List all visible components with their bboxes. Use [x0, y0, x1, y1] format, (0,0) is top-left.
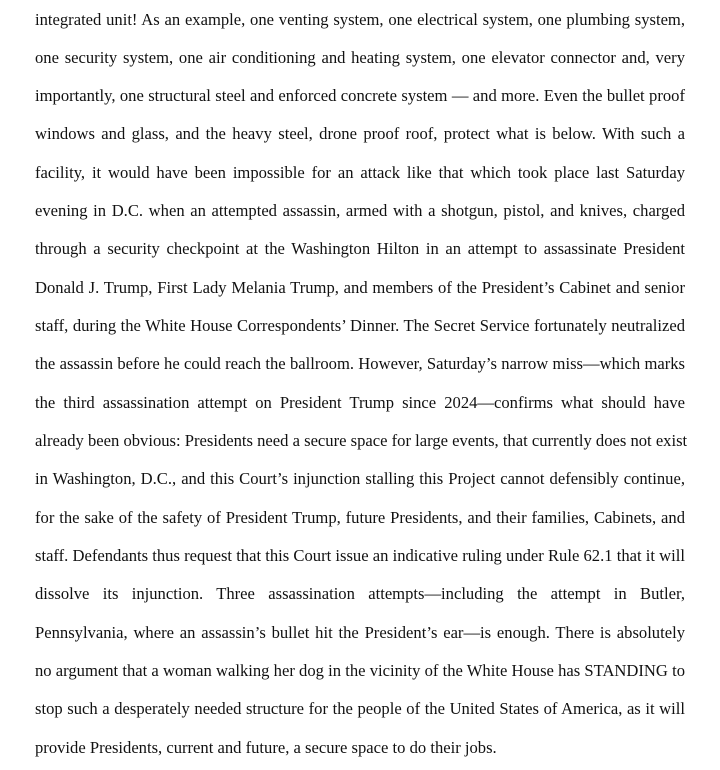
paragraph-line: no argument that a woman walking her dog in the vicinity of the White House has STANDING to	[35, 661, 685, 680]
paragraph-line: for the sake of the safety of President Trump, future Presidents, and their families, Cabinets, and	[35, 508, 685, 527]
paragraph-line: dissolve its injunction. Three assassination attempts—including the attempt in Butler,	[35, 584, 685, 603]
paragraph-line: stop such a desperately needed structure for the people of the United States of America, as it will	[35, 699, 685, 718]
paragraph-line: staff, during the White House Correspondents’ Dinner. The Secret Service fortunately neutralized	[35, 316, 685, 335]
paragraph-line: Donald J. Trump, First Lady Melania Trump, and members of the President’s Cabinet and senior	[35, 278, 685, 297]
paragraph-line: the third assassination attempt on President Trump since 2024—confirms what should have	[35, 393, 685, 412]
paragraph-line: through a security checkpoint at the Washington Hilton in an attempt to assassinate President	[35, 239, 685, 258]
paragraph-line: Pennsylvania, where an assassin’s bullet hit the President’s ear—is enough. There is absolutely	[35, 623, 685, 642]
paragraph-line: windows and glass, and the heavy steel, drone proof roof, protect what is below. With such a	[35, 124, 685, 143]
paragraph-line: one security system, one air conditioning and heating system, one elevator connector and, very	[35, 48, 685, 67]
paragraph-line: already been obvious: Presidents need a secure space for large events, that currently does not exist	[35, 431, 688, 450]
paragraph-line: staff. Defendants thus request that this Court issue an indicative ruling under Rule 62.1 that it will	[35, 546, 685, 565]
paragraph-line: evening in D.C. when an attempted assassin, armed with a shotgun, pistol, and knives, charged	[35, 201, 685, 220]
paragraph-line: in Washington, D.C., and this Court’s injunction stalling this Project cannot defensibly continue,	[35, 469, 685, 488]
paragraph-line: integrated unit! As an example, one venting system, one electrical system, one plumbing system,	[35, 10, 685, 29]
paragraph-line: facility, it would have been impossible for an attack like that which took place last Saturday	[35, 163, 685, 182]
paragraph-line: the assassin before he could reach the ballroom. However, Saturday’s narrow miss—which marks	[35, 354, 685, 373]
paragraph-line-last: provide Presidents, current and future, a secure space to do their jobs.	[35, 738, 497, 757]
paragraph-line: importantly, one structural steel and enforced concrete system — and more. Even the bullet proof	[35, 86, 685, 105]
